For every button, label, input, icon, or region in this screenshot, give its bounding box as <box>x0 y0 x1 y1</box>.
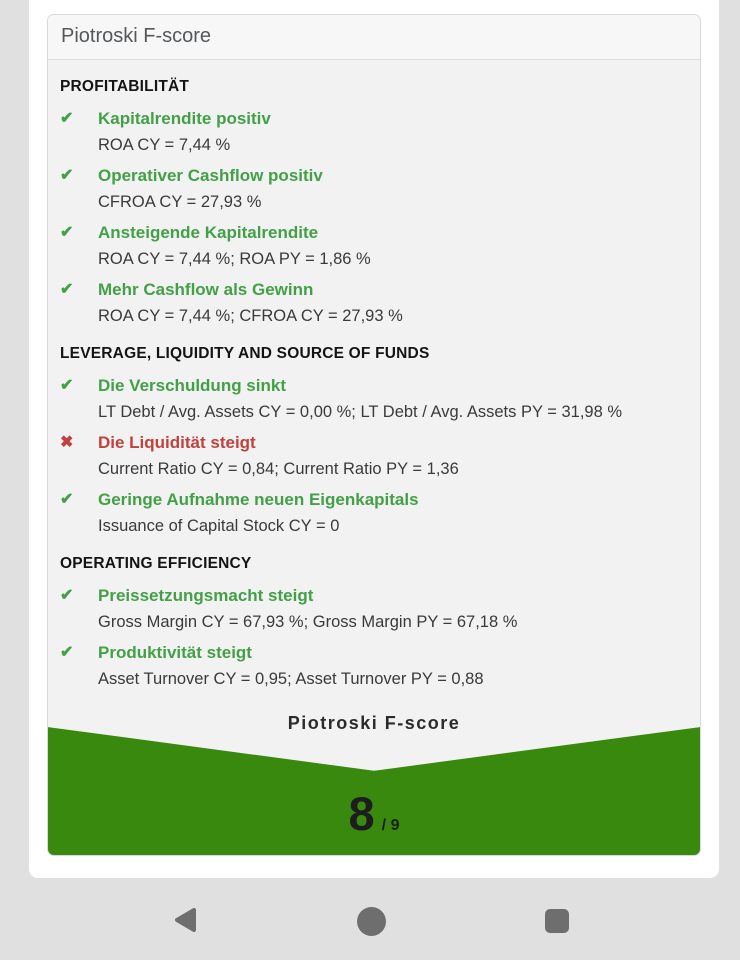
item-title: Geringe Aufnahme neuen Eigenkapitals <box>98 490 419 509</box>
criterion-row <box>60 220 688 272</box>
check-icon: ✔ <box>60 491 74 508</box>
score-section <box>60 555 688 692</box>
piotroski-card <box>47 14 701 856</box>
score-banner-label: Piotroski F-score <box>287 713 461 733</box>
android-navbar <box>0 878 740 960</box>
check-icon: ✔ <box>60 281 74 298</box>
criterion-row <box>60 487 688 539</box>
check-icon: ✔ <box>60 377 74 394</box>
criterion-row <box>60 163 688 215</box>
recents-icon <box>545 909 569 933</box>
item-detail: Current Ratio CY = 0,84; Current Ratio PY = 1,36 <box>98 460 459 478</box>
item-title: Die Liquidität steigt <box>98 433 256 452</box>
back-button[interactable] <box>170 905 200 935</box>
sections <box>48 60 700 697</box>
section-items <box>60 373 688 539</box>
home-icon <box>357 907 386 936</box>
recents-button[interactable] <box>545 909 569 933</box>
check-icon: ✔ <box>60 167 74 184</box>
check-icon: ✔ <box>60 224 74 241</box>
score-value <box>48 771 700 855</box>
item-detail: ROA CY = 7,44 %; ROA PY = 1,86 % <box>98 250 371 268</box>
score-section <box>60 78 688 329</box>
section-items <box>60 583 688 692</box>
section-title: LEVERAGE, LIQUIDITY AND SOURCE OF FUNDS <box>60 345 430 362</box>
criterion-row <box>60 373 688 425</box>
score-banner <box>48 699 700 855</box>
card-title: Piotroski F-score <box>48 15 700 60</box>
item-title: Ansteigende Kapitalrendite <box>98 223 319 242</box>
item-detail: ROA CY = 7,44 %; CFROA CY = 27,93 % <box>98 307 403 325</box>
item-detail: LT Debt / Avg. Assets CY = 0,00 %; LT Debt / Avg. Assets PY = 31,98 % <box>98 403 623 421</box>
item-title: Operativer Cashflow positiv <box>98 166 323 185</box>
item-title: Produktivität steigt <box>98 643 252 662</box>
item-detail: ROA CY = 7,44 % <box>98 136 231 154</box>
item-detail: Issuance of Capital Stock CY = 0 <box>98 517 340 535</box>
item-title: Die Verschuldung sinkt <box>98 376 286 395</box>
criterion-row <box>60 277 688 329</box>
score-number: 8 <box>348 786 375 840</box>
criterion-row <box>60 106 688 158</box>
home-button[interactable] <box>357 907 386 936</box>
criterion-row <box>60 583 688 635</box>
check-icon: ✔ <box>60 110 74 127</box>
section-title: OPERATING EFFICIENCY <box>60 555 252 572</box>
item-detail: CFROA CY = 27,93 % <box>98 193 262 211</box>
back-icon <box>170 923 200 938</box>
check-icon: ✔ <box>60 644 74 661</box>
app-page <box>29 0 719 878</box>
section-title: PROFITABILITÄT <box>60 78 190 95</box>
check-icon: ✔ <box>60 587 74 604</box>
x-icon: ✖ <box>60 434 74 451</box>
item-title: Kapitalrendite positiv <box>98 109 271 128</box>
item-detail: Gross Margin CY = 67,93 %; Gross Margin PY = 67,18 % <box>98 613 518 631</box>
score-section <box>60 345 688 539</box>
criterion-row <box>60 430 688 482</box>
score-denominator: / 9 <box>381 816 400 834</box>
section-items <box>60 106 688 329</box>
criterion-row <box>60 640 688 692</box>
item-detail: Asset Turnover CY = 0,95; Asset Turnover PY = 0,88 <box>98 670 484 688</box>
item-title: Preissetzungsmacht steigt <box>98 586 314 605</box>
item-title: Mehr Cashflow als Gewinn <box>98 280 314 299</box>
